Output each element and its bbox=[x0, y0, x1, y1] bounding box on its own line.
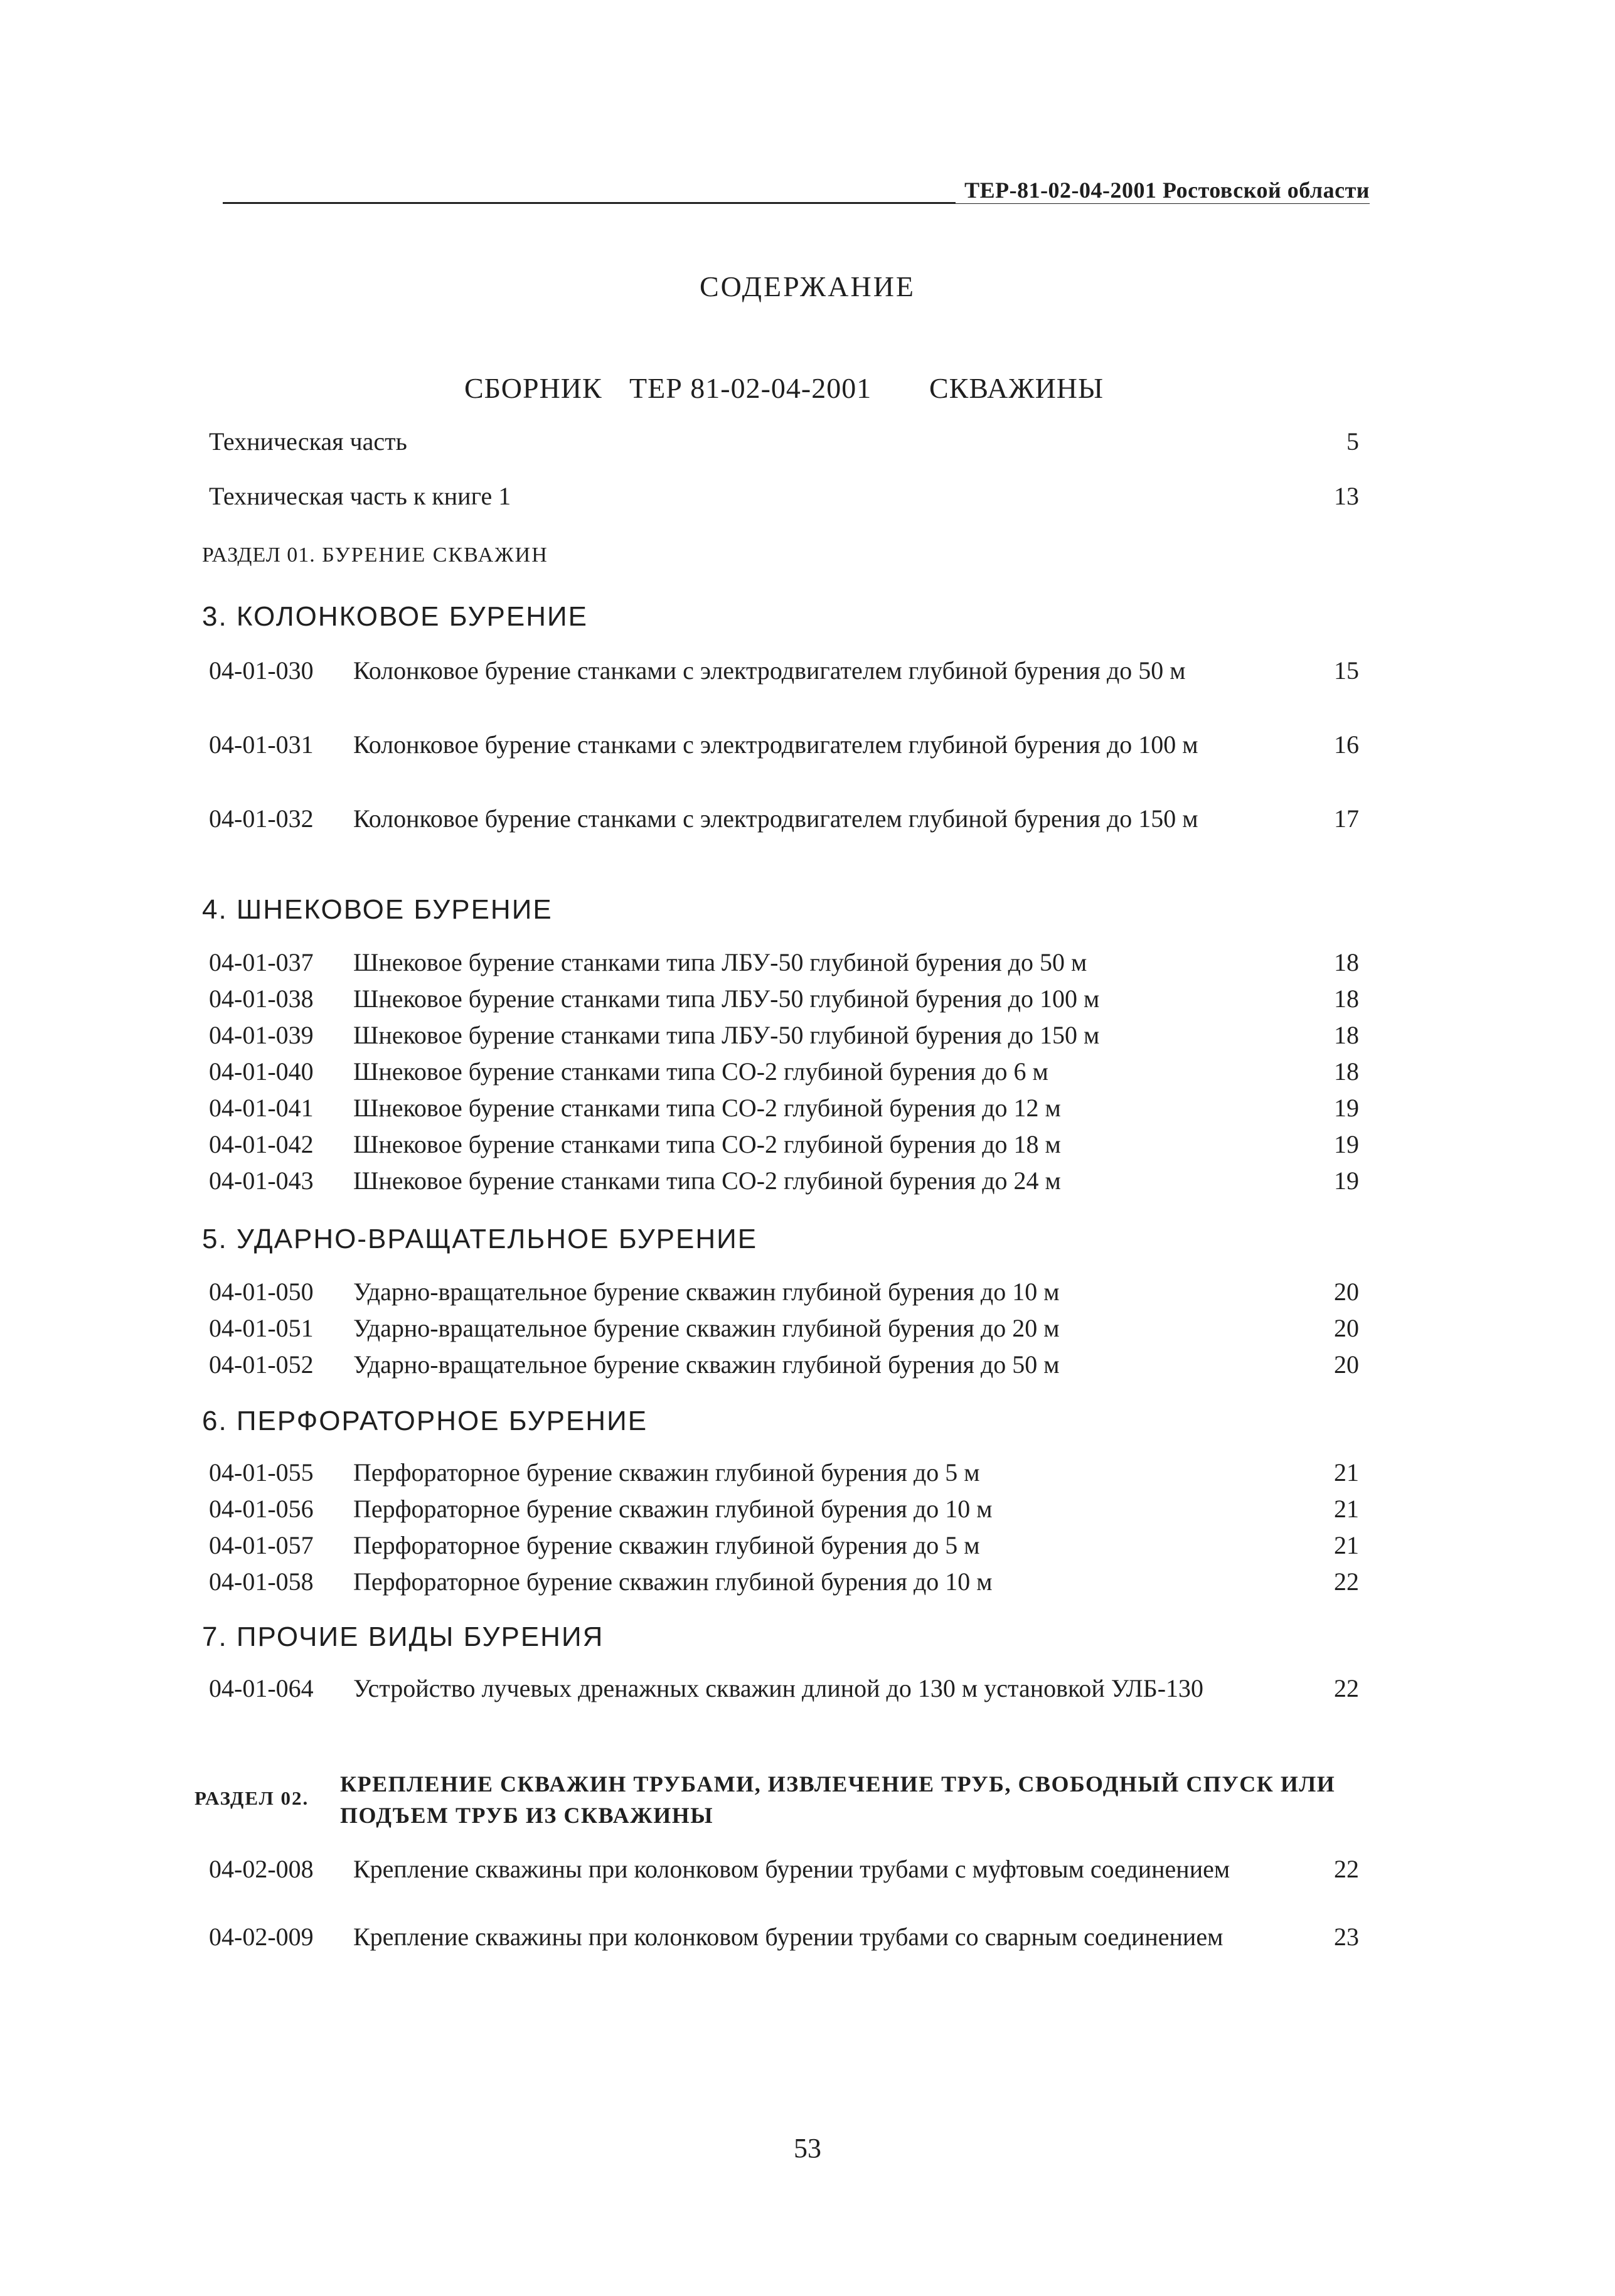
entry-page: 22 bbox=[1334, 1674, 1359, 1702]
entry-page: 23 bbox=[1334, 1923, 1359, 1951]
entry-page: 21 bbox=[1334, 1458, 1359, 1487]
page-number: 53 bbox=[794, 2133, 821, 2164]
entry-text: Ударно-вращательное бурение скважин глубиной бурения до 20 м bbox=[353, 1314, 1060, 1342]
entry-code: 04-01-058 bbox=[209, 1567, 314, 1596]
entry-text: Перфораторное бурение скважин глубиной бурения до 10 м bbox=[353, 1495, 993, 1523]
entry-text: Шнековое бурение станками типа ЛБУ-50 глубиной бурения до 50 м bbox=[353, 948, 1087, 976]
entry-code: 04-01-050 bbox=[209, 1278, 314, 1306]
subsection-title: 6. ПЕРФОРАТОРНОЕ БУРЕНИЕ bbox=[202, 1406, 648, 1436]
subsection-title: 5. УДАРНО-ВРАЩАТЕЛЬНОЕ БУРЕНИЕ bbox=[202, 1224, 758, 1254]
entry-text: Колонковое бурение станками с электродвигателем глубиной бурения до 50 м bbox=[353, 656, 1186, 685]
entry-code: 04-02-009 bbox=[209, 1923, 314, 1951]
section-title: БУРЕНИЕ СКВАЖИН bbox=[322, 543, 548, 567]
entry-code: 04-01-041 bbox=[209, 1094, 314, 1122]
entry-code: 04-01-051 bbox=[209, 1314, 314, 1342]
entry-code: 04-01-043 bbox=[209, 1167, 314, 1195]
section-title: КРЕПЛЕНИЕ СКВАЖИН ТРУБАМИ, ИЗВЛЕЧЕНИЕ ТРУБ, СВОБОДНЫЙ СПУСК ИЛИ ПОДЪЕМ ТРУБ ИЗ СКВАЖИНЫ bbox=[340, 1771, 1336, 1828]
collection-code: ТЕР 81-02-04-2001 bbox=[629, 372, 872, 404]
toc-page-number: 5 bbox=[1346, 427, 1359, 456]
section-01-heading bbox=[202, 543, 548, 567]
entry-text: Ударно-вращательное бурение скважин глубиной бурения до 50 м bbox=[353, 1350, 1060, 1379]
entry-text: Перфораторное бурение скважин глубиной бурения до 5 м bbox=[353, 1458, 980, 1487]
entry-page: 18 bbox=[1334, 1021, 1359, 1049]
entry-page: 19 bbox=[1334, 1130, 1359, 1158]
entry-page: 22 bbox=[1334, 1567, 1359, 1596]
entry-code: 04-01-030 bbox=[209, 656, 314, 685]
toc-item-label: Техническая часть bbox=[209, 427, 407, 456]
entry-page: 21 bbox=[1334, 1495, 1359, 1523]
entry-code: 04-02-008 bbox=[209, 1855, 314, 1883]
entry-page: 18 bbox=[1334, 1057, 1359, 1086]
entry-page: 19 bbox=[1334, 1167, 1359, 1195]
entry-page: 20 bbox=[1334, 1314, 1359, 1342]
collection-name: СКВАЖИНЫ bbox=[929, 372, 1104, 404]
entry-text: Перфораторное бурение скважин глубиной бурения до 5 м bbox=[353, 1531, 980, 1559]
section-label: РАЗДЕЛ 02. bbox=[195, 1787, 309, 1809]
entry-text: Крепление скважины при колонковом бурении трубами со сварным соединением bbox=[353, 1923, 1223, 1951]
entry-code: 04-01-064 bbox=[209, 1674, 314, 1702]
entry-code: 04-01-037 bbox=[209, 948, 314, 976]
entry-text: Устройство лучевых дренажных скважин длиной до 130 м установкой УЛБ-130 bbox=[353, 1674, 1204, 1702]
entry-code: 04-01-038 bbox=[209, 985, 314, 1013]
entry-text: Колонковое бурение станками с электродвигателем глубиной бурения до 100 м bbox=[353, 730, 1198, 759]
entry-text: Шнековое бурение станками типа СО-2 глубиной бурения до 6 м bbox=[353, 1057, 1048, 1086]
entry-code: 04-01-042 bbox=[209, 1130, 314, 1158]
entry-code: 04-01-039 bbox=[209, 1021, 314, 1049]
header-document-ref: ТЕР-81-02-04-2001 Ростовской области bbox=[956, 177, 1370, 203]
entry-code: 04-01-052 bbox=[209, 1350, 314, 1379]
entry-page: 16 bbox=[1334, 730, 1359, 759]
entry-code: 04-01-055 bbox=[209, 1458, 314, 1487]
toc-page-number: 13 bbox=[1334, 482, 1359, 510]
toc-item-label: Техническая часть к книге 1 bbox=[209, 482, 511, 510]
entry-page: 18 bbox=[1334, 948, 1359, 976]
entry-code: 04-01-040 bbox=[209, 1057, 314, 1086]
subsection-title: 3. КОЛОНКОВОЕ БУРЕНИЕ bbox=[202, 601, 588, 632]
entry-page: 22 bbox=[1334, 1855, 1359, 1883]
entry-text: Шнековое бурение станками типа СО-2 глубиной бурения до 24 м bbox=[353, 1167, 1061, 1195]
entry-text: Крепление скважины при колонковом бурении трубами с муфтовым соединением bbox=[353, 1855, 1230, 1883]
entry-code: 04-01-056 bbox=[209, 1495, 314, 1523]
entry-text: Колонковое бурение станками с электродвигателем глубиной бурения до 150 м bbox=[353, 804, 1198, 833]
entry-page: 17 bbox=[1334, 804, 1359, 833]
entry-code: 04-01-031 bbox=[209, 730, 314, 759]
subsection-title: 4. ШНЕКОВОЕ БУРЕНИЕ bbox=[202, 894, 553, 925]
entry-text: Перфораторное бурение скважин глубиной бурения до 10 м bbox=[353, 1567, 993, 1596]
subsection-title: 7. ПРОЧИЕ ВИДЫ БУРЕНИЯ bbox=[202, 1621, 604, 1652]
section-label: РАЗДЕЛ 01. bbox=[202, 543, 316, 567]
entry-text: Ударно-вращательное бурение скважин глубиной бурения до 10 м bbox=[353, 1278, 1060, 1306]
entry-page: 18 bbox=[1334, 985, 1359, 1013]
entry-code: 04-01-057 bbox=[209, 1531, 314, 1559]
contents-title: СОДЕРЖАНИЕ bbox=[699, 270, 916, 302]
entry-page: 19 bbox=[1334, 1094, 1359, 1122]
entry-page: 20 bbox=[1334, 1278, 1359, 1306]
entry-text: Шнековое бурение станками типа СО-2 глубиной бурения до 12 м bbox=[353, 1094, 1061, 1122]
entry-text: Шнековое бурение станками типа ЛБУ-50 глубиной бурения до 100 м bbox=[353, 985, 1100, 1013]
entry-text: Шнековое бурение станками типа ЛБУ-50 глубиной бурения до 150 м bbox=[353, 1021, 1100, 1049]
entry-code: 04-01-032 bbox=[209, 804, 314, 833]
entry-page: 20 bbox=[1334, 1350, 1359, 1379]
entry-page: 15 bbox=[1334, 656, 1359, 685]
entry-text: Шнековое бурение станками типа СО-2 глубиной бурения до 18 м bbox=[353, 1130, 1061, 1158]
collection-prefix: СБОРНИК bbox=[464, 372, 602, 404]
entry-page: 21 bbox=[1334, 1531, 1359, 1559]
